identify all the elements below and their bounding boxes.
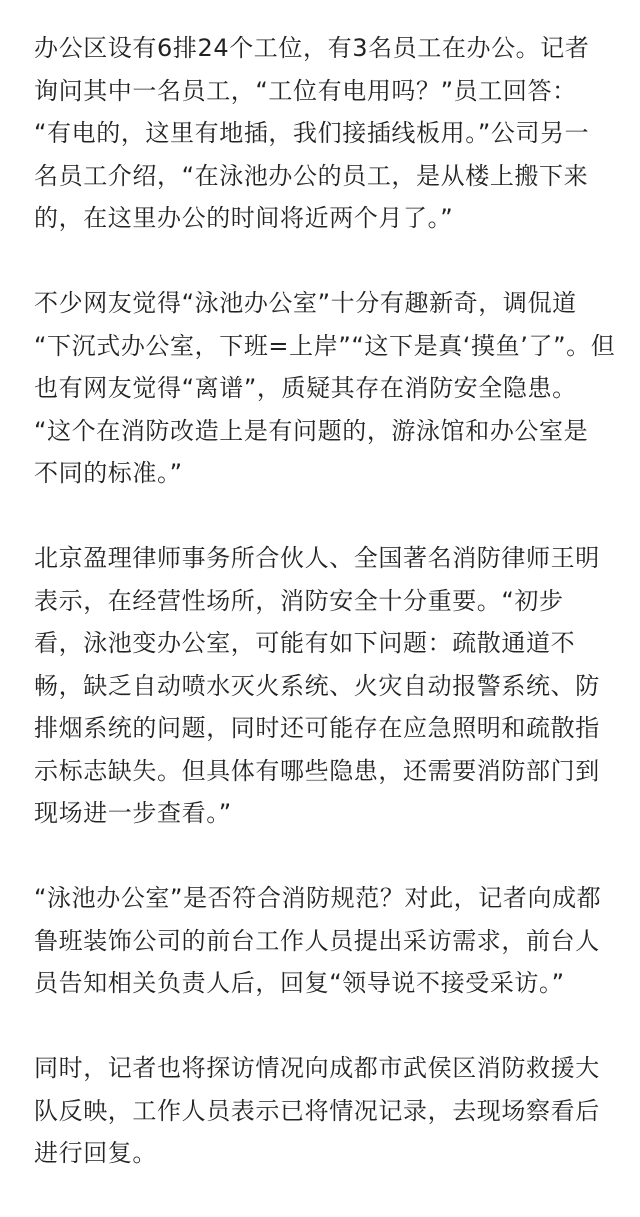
text-line: 排烟系统的问题，同时还可能存在应急照明和疏散指	[34, 714, 600, 742]
text-line: 询问其中一名员工，“工位有电用吗？”员工回答：	[34, 76, 577, 105]
text-line: 的，在这里办公的时间将近两个月了。”	[34, 204, 454, 232]
text-line: “有电的，这里有地插，我们接插线板用。”公司另一	[34, 119, 590, 147]
text-line: 鲁班装饰公司的前台工作人员提出采访需求，前台人	[34, 926, 600, 955]
text-line: 现场进一步查看。”	[34, 799, 232, 827]
text-line: 不少网友觉得“泳池办公室”十分有趣新奇，调侃道	[34, 289, 577, 317]
text-line: 示标志缺失。但具体有哪些隐患，还需要消防部门到	[34, 756, 600, 785]
paragraph-2	[34, 282, 614, 495]
text-line: 员告知相关负责人后，回复“领导说不接受采访。”	[34, 969, 565, 997]
text-line: “下沉式办公室，下班=上岸”“这下是真‘摸鱼’了”。但	[34, 331, 616, 360]
text-line: 队反映，工作人员表示已将情况记录，去现场察看后	[34, 1096, 600, 1125]
text-line: 名员工介绍，“在泳池办公的员工，是从楼上搬下来	[34, 161, 589, 190]
text-line: “泳池办公室”是否符合消防规范？对此，记者向成都	[34, 884, 602, 912]
article-body	[34, 27, 614, 1217]
text-line: 也有网友觉得“离谱”，质疑其存在消防安全隐患。	[34, 374, 577, 402]
text-line: 看，泳池变办公室，可能有如下问题：疏散通道不	[34, 629, 576, 657]
paragraph-4	[34, 877, 614, 1005]
text-line: 同时，记者也将探访情况向成都市武侯区消防救援大	[34, 1054, 600, 1082]
text-line: 办公区设有6排24个工位，有3名员工在办公。记者	[34, 34, 590, 62]
paragraph-5	[34, 1047, 614, 1175]
text-line: 不同的标准。”	[34, 459, 183, 487]
text-line: 进行回复。	[34, 1139, 157, 1167]
text-line: 表示，在经营性场所，消防安全十分重要。“初步	[34, 586, 564, 615]
text-line: “这个在消防改造上是有问题的，游泳馆和办公室是	[34, 416, 589, 445]
text-line: 畅，缺乏自动喷水灭火系统、火灾自动报警系统、防	[34, 671, 600, 700]
text-line: 北京盈理律师事务所合伙人、全国著名消防律师王明	[34, 544, 600, 572]
paragraph-1	[34, 27, 614, 240]
paragraph-3	[34, 537, 614, 835]
